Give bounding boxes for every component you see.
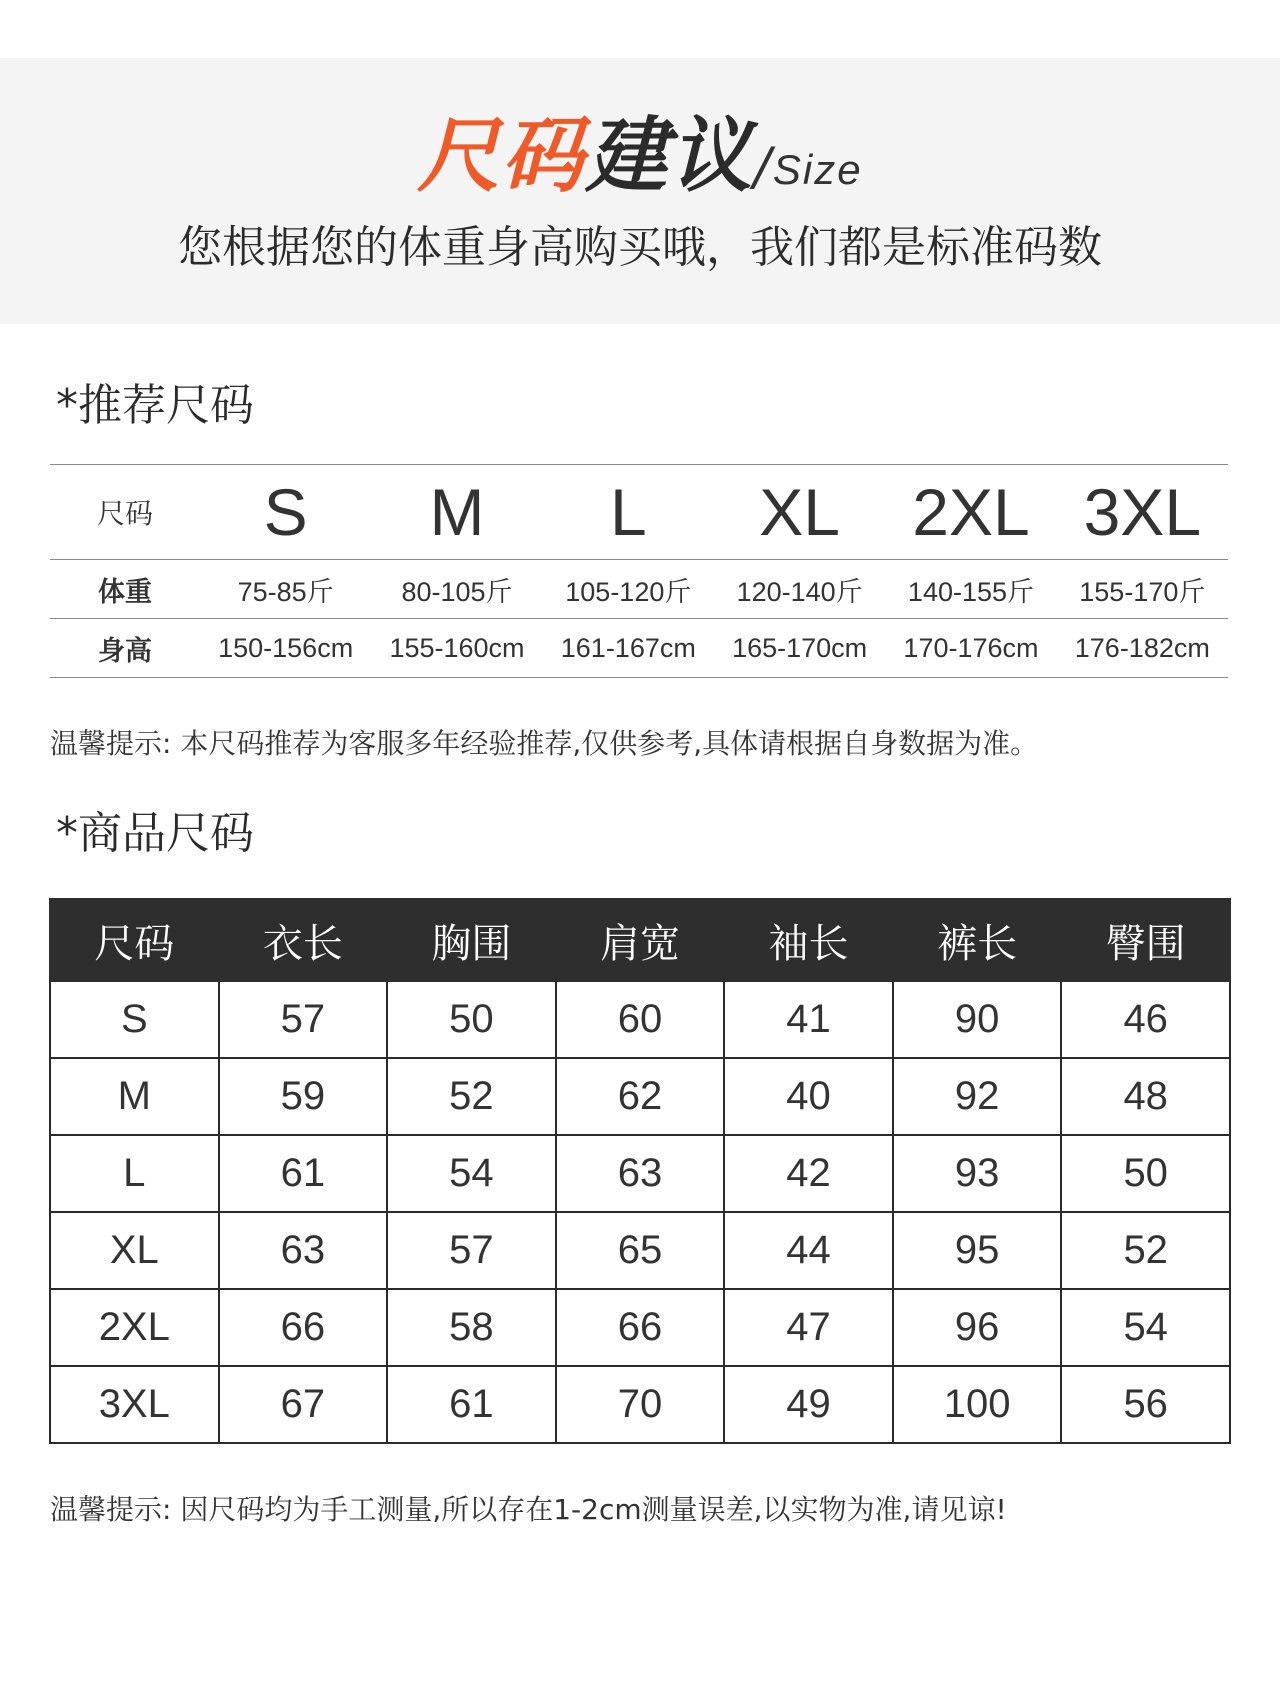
table-cell: 90 xyxy=(893,981,1062,1058)
recommended-tip: 温馨提示: 本尺码推荐为客服多年经验推荐,仅供参考,具体请根据自身数据为准。 xyxy=(50,727,1039,760)
product-heading: *商品尺码 xyxy=(56,808,254,859)
table-row xyxy=(50,619,1228,678)
table-cell: 92 xyxy=(893,1058,1062,1135)
table-cell: 56 xyxy=(1061,1366,1230,1443)
size-cell: 2XL xyxy=(885,465,1056,560)
table-cell: 52 xyxy=(387,1058,556,1135)
table-cell: 63 xyxy=(219,1212,388,1289)
height-cell: 155-160cm xyxy=(371,619,542,678)
weight-cell: 120-140斤 xyxy=(714,560,885,619)
title-english: Size xyxy=(772,146,863,193)
weight-cell: 80-105斤 xyxy=(371,560,542,619)
table-cell: 50 xyxy=(1061,1135,1230,1212)
table-row xyxy=(50,1366,1230,1443)
table-cell: 95 xyxy=(893,1212,1062,1289)
column-header: 裤长 xyxy=(893,899,1062,981)
title-slash: / xyxy=(753,137,773,197)
weight-cell: 140-155斤 xyxy=(885,560,1056,619)
table-cell: 50 xyxy=(387,981,556,1058)
table-cell: 52 xyxy=(1061,1212,1230,1289)
height-cell: 176-182cm xyxy=(1057,619,1228,678)
size-cell: L xyxy=(543,465,714,560)
table-cell: 100 xyxy=(893,1366,1062,1443)
table-row xyxy=(50,1058,1230,1135)
table-cell: 70 xyxy=(556,1366,725,1443)
table-cell: 41 xyxy=(724,981,893,1058)
table-cell: XL xyxy=(50,1212,219,1289)
table-cell: 54 xyxy=(1061,1289,1230,1366)
size-cell: 3XL xyxy=(1057,465,1228,560)
column-header: 肩宽 xyxy=(556,899,725,981)
table-row xyxy=(50,465,1228,560)
table-cell: 54 xyxy=(387,1135,556,1212)
table-row xyxy=(50,981,1230,1058)
page-title xyxy=(0,109,1280,215)
size-cell: XL xyxy=(714,465,885,560)
table-cell: 93 xyxy=(893,1135,1062,1212)
table-cell: 46 xyxy=(1061,981,1230,1058)
table-cell: M xyxy=(50,1058,219,1135)
table-cell: 44 xyxy=(724,1212,893,1289)
table-row xyxy=(50,560,1228,619)
column-header: 臀围 xyxy=(1061,899,1230,981)
table-cell: 47 xyxy=(724,1289,893,1366)
table-cell: 61 xyxy=(387,1366,556,1443)
table-cell: L xyxy=(50,1135,219,1212)
table-row xyxy=(50,1289,1230,1366)
height-cell: 170-176cm xyxy=(885,619,1056,678)
product-tip: 温馨提示: 因尺码均为手工测量,所以存在1-2cm测量误差,以实物为准,请见谅! xyxy=(50,1493,1007,1526)
table-cell: 65 xyxy=(556,1212,725,1289)
product-size-table xyxy=(49,898,1231,1444)
table-header-row xyxy=(50,899,1230,981)
height-cell: 165-170cm xyxy=(714,619,885,678)
table-cell: 96 xyxy=(893,1289,1062,1366)
size-cell: M xyxy=(371,465,542,560)
table-cell: 62 xyxy=(556,1058,725,1135)
table-cell: 42 xyxy=(724,1135,893,1212)
table-cell: 2XL xyxy=(50,1289,219,1366)
table-row xyxy=(50,1212,1230,1289)
title-dark: 建议 xyxy=(585,109,754,204)
table-cell: 57 xyxy=(387,1212,556,1289)
table-cell: 63 xyxy=(556,1135,725,1212)
table-cell: 58 xyxy=(387,1289,556,1366)
weight-cell: 155-170斤 xyxy=(1057,560,1228,619)
table-cell: 40 xyxy=(724,1058,893,1135)
table-cell: 59 xyxy=(219,1058,388,1135)
table-cell: 60 xyxy=(556,981,725,1058)
column-header: 袖长 xyxy=(724,899,893,981)
row-label: 尺码 xyxy=(50,465,200,560)
table-cell: 57 xyxy=(219,981,388,1058)
weight-cell: 75-85斤 xyxy=(200,560,371,619)
table-cell: 66 xyxy=(219,1289,388,1366)
recommended-size-table xyxy=(50,464,1228,678)
table-cell: 66 xyxy=(556,1289,725,1366)
table-row xyxy=(50,1135,1230,1212)
table-cell: 49 xyxy=(724,1366,893,1443)
table-cell: 61 xyxy=(219,1135,388,1212)
column-header: 衣长 xyxy=(219,899,388,981)
weight-cell: 105-120斤 xyxy=(543,560,714,619)
title-accent: 尺码 xyxy=(417,109,586,204)
table-cell: S xyxy=(50,981,219,1058)
page-subtitle: 您根据您的体重身高购买哦，我们都是标准码数 xyxy=(178,222,1102,273)
height-cell: 150-156cm xyxy=(200,619,371,678)
column-header: 尺码 xyxy=(50,899,219,981)
row-label: 身高 xyxy=(50,619,200,678)
table-cell: 3XL xyxy=(50,1366,219,1443)
table-cell: 48 xyxy=(1061,1058,1230,1135)
height-cell: 161-167cm xyxy=(543,619,714,678)
column-header: 胸围 xyxy=(387,899,556,981)
size-cell: S xyxy=(200,465,371,560)
table-cell: 67 xyxy=(219,1366,388,1443)
row-label: 体重 xyxy=(50,560,200,619)
recommended-heading: *推荐尺码 xyxy=(56,380,254,431)
